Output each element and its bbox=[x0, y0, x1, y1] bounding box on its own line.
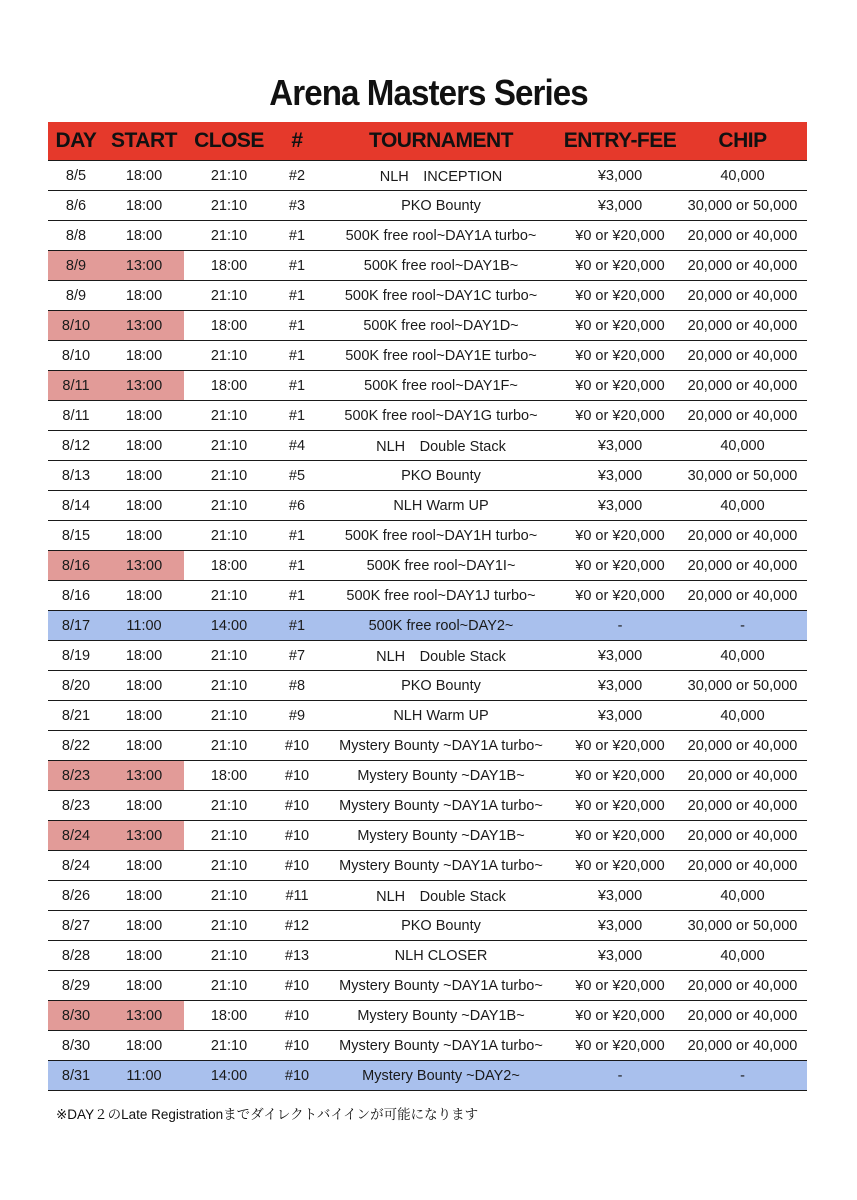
chip-cell: 20,000 or 40,000 bbox=[678, 791, 807, 821]
start-cell: 13:00 bbox=[104, 371, 184, 401]
tournament-cell: Mystery Bounty ~DAY1A turbo~ bbox=[320, 1031, 562, 1061]
day-cell: 8/14 bbox=[48, 491, 104, 521]
day-cell: 8/24 bbox=[48, 821, 104, 851]
tournament-cell: 500K free rool~DAY1I~ bbox=[320, 551, 562, 581]
chip-cell: 40,000 bbox=[678, 941, 807, 971]
schedule-body bbox=[48, 161, 807, 1091]
day-cell: 8/24 bbox=[48, 851, 104, 881]
day-cell: 8/26 bbox=[48, 881, 104, 911]
entry-fee-cell: ¥3,000 bbox=[562, 431, 678, 461]
chip-cell: 30,000 or 50,000 bbox=[678, 461, 807, 491]
tournament-cell: Mystery Bounty ~DAY1B~ bbox=[320, 821, 562, 851]
table-row bbox=[48, 221, 807, 251]
chip-cell: 20,000 or 40,000 bbox=[678, 401, 807, 431]
table-row bbox=[48, 311, 807, 341]
tournament-cell: NLH INCEPTION bbox=[320, 161, 562, 191]
chip-cell: 20,000 or 40,000 bbox=[678, 1001, 807, 1031]
entry-fee-cell: ¥0 or ¥20,000 bbox=[562, 311, 678, 341]
table-row bbox=[48, 971, 807, 1001]
start-cell: 18:00 bbox=[104, 281, 184, 311]
number-cell: #11 bbox=[274, 881, 320, 911]
start-cell: 13:00 bbox=[104, 761, 184, 791]
close-cell: 21:10 bbox=[184, 1031, 274, 1061]
tournament-cell: 500K free rool~DAY1A turbo~ bbox=[320, 221, 562, 251]
tournament-cell: Mystery Bounty ~DAY1B~ bbox=[320, 761, 562, 791]
start-cell: 18:00 bbox=[104, 401, 184, 431]
tournament-cell: Mystery Bounty ~DAY1A turbo~ bbox=[320, 731, 562, 761]
table-row bbox=[48, 1001, 807, 1031]
day-cell: 8/23 bbox=[48, 761, 104, 791]
tournament-cell: 500K free rool~DAY1G turbo~ bbox=[320, 401, 562, 431]
number-cell: #1 bbox=[274, 311, 320, 341]
close-cell: 21:10 bbox=[184, 911, 274, 941]
chip-cell: 40,000 bbox=[678, 641, 807, 671]
chip-cell: 20,000 or 40,000 bbox=[678, 311, 807, 341]
table-row bbox=[48, 1031, 807, 1061]
table-row bbox=[48, 1061, 807, 1091]
day-column-header: DAY bbox=[55, 129, 97, 152]
number-cell: #10 bbox=[274, 1001, 320, 1031]
chip-cell: 40,000 bbox=[678, 881, 807, 911]
entry-fee-cell: ¥3,000 bbox=[562, 461, 678, 491]
entry-fee-cell: ¥0 or ¥20,000 bbox=[562, 821, 678, 851]
close-cell: 18:00 bbox=[184, 551, 274, 581]
day-cell: 8/9 bbox=[48, 281, 104, 311]
table-row bbox=[48, 491, 807, 521]
start-cell: 18:00 bbox=[104, 431, 184, 461]
number-cell: #9 bbox=[274, 701, 320, 731]
entry-fee-cell: ¥0 or ¥20,000 bbox=[562, 401, 678, 431]
start-cell: 18:00 bbox=[104, 731, 184, 761]
table-row bbox=[48, 341, 807, 371]
chip-cell: 20,000 or 40,000 bbox=[678, 221, 807, 251]
close-cell: 21:10 bbox=[184, 521, 274, 551]
number-cell: #10 bbox=[274, 1031, 320, 1061]
number-cell: #2 bbox=[274, 161, 320, 191]
close-cell: 18:00 bbox=[184, 761, 274, 791]
number-cell: #1 bbox=[274, 371, 320, 401]
number-cell: #7 bbox=[274, 641, 320, 671]
tournament-cell: NLH Double Stack bbox=[320, 431, 562, 461]
chip-cell: 30,000 or 50,000 bbox=[678, 191, 807, 221]
tournament-cell: Mystery Bounty ~DAY2~ bbox=[320, 1061, 562, 1091]
start-cell: 18:00 bbox=[104, 341, 184, 371]
number-cell: #6 bbox=[274, 491, 320, 521]
entry-fee-cell: ¥0 or ¥20,000 bbox=[562, 731, 678, 761]
close-cell: 18:00 bbox=[184, 251, 274, 281]
start-cell: 18:00 bbox=[104, 641, 184, 671]
entry-fee-cell: ¥0 or ¥20,000 bbox=[562, 851, 678, 881]
entry-fee-cell: ¥0 or ¥20,000 bbox=[562, 1001, 678, 1031]
page-title: Arena Masters Series bbox=[269, 72, 588, 113]
table-row bbox=[48, 941, 807, 971]
close-cell: 21:10 bbox=[184, 431, 274, 461]
chip-cell: 20,000 or 40,000 bbox=[678, 521, 807, 551]
number-cell: #3 bbox=[274, 191, 320, 221]
chip-cell: 20,000 or 40,000 bbox=[678, 1031, 807, 1061]
table-row bbox=[48, 851, 807, 881]
tournament-cell: 500K free rool~DAY1C turbo~ bbox=[320, 281, 562, 311]
number-cell: #1 bbox=[274, 221, 320, 251]
number-cell: #10 bbox=[274, 971, 320, 1001]
table-row bbox=[48, 641, 807, 671]
table-row bbox=[48, 521, 807, 551]
day-cell: 8/16 bbox=[48, 581, 104, 611]
table-row bbox=[48, 461, 807, 491]
chip-cell: 20,000 or 40,000 bbox=[678, 971, 807, 1001]
chip-cell: 20,000 or 40,000 bbox=[678, 731, 807, 761]
entry-fee-cell: ¥0 or ¥20,000 bbox=[562, 221, 678, 251]
schedule-table bbox=[48, 122, 807, 1091]
start-cell: 18:00 bbox=[104, 161, 184, 191]
number-cell: #10 bbox=[274, 1061, 320, 1091]
start-cell: 18:00 bbox=[104, 521, 184, 551]
entry-fee-cell: ¥0 or ¥20,000 bbox=[562, 581, 678, 611]
table-row bbox=[48, 251, 807, 281]
close-cell: 21:10 bbox=[184, 161, 274, 191]
close-cell: 21:10 bbox=[184, 941, 274, 971]
chip-column-header: CHIP bbox=[718, 129, 767, 152]
close-cell: 21:10 bbox=[184, 821, 274, 851]
entry-fee-cell: ¥3,000 bbox=[562, 701, 678, 731]
start-cell: 13:00 bbox=[104, 311, 184, 341]
start-cell: 18:00 bbox=[104, 881, 184, 911]
start-cell: 13:00 bbox=[104, 821, 184, 851]
tournament-cell: NLH Warm UP bbox=[320, 701, 562, 731]
late-registration-note: ※DAY２のLate Registrationまでダイレクトバイインが可能になります bbox=[56, 1107, 479, 1122]
chip-cell: 20,000 or 40,000 bbox=[678, 761, 807, 791]
tournament-cell: 500K free rool~DAY1H turbo~ bbox=[320, 521, 562, 551]
start-cell: 18:00 bbox=[104, 1031, 184, 1061]
table-row bbox=[48, 191, 807, 221]
close-cell: 14:00 bbox=[184, 611, 274, 641]
close-cell: 21:10 bbox=[184, 971, 274, 1001]
start-cell: 11:00 bbox=[104, 1061, 184, 1091]
chip-cell: 20,000 or 40,000 bbox=[678, 251, 807, 281]
entry-fee-cell: ¥3,000 bbox=[562, 491, 678, 521]
day-cell: 8/12 bbox=[48, 431, 104, 461]
number-cell: #10 bbox=[274, 791, 320, 821]
close-cell: 21:10 bbox=[184, 221, 274, 251]
table-row bbox=[48, 611, 807, 641]
day-cell: 8/31 bbox=[48, 1061, 104, 1091]
entry-fee-cell: ¥0 or ¥20,000 bbox=[562, 521, 678, 551]
tournament-cell: Mystery Bounty ~DAY1A turbo~ bbox=[320, 971, 562, 1001]
number-cell: #10 bbox=[274, 731, 320, 761]
close-cell: 21:10 bbox=[184, 281, 274, 311]
day-cell: 8/11 bbox=[48, 401, 104, 431]
header-row bbox=[48, 122, 807, 161]
chip-cell: 40,000 bbox=[678, 701, 807, 731]
start-cell: 18:00 bbox=[104, 191, 184, 221]
start-cell: 18:00 bbox=[104, 221, 184, 251]
close-cell: 18:00 bbox=[184, 1001, 274, 1031]
day-cell: 8/20 bbox=[48, 671, 104, 701]
day-cell: 8/19 bbox=[48, 641, 104, 671]
entry-fee-cell: ¥0 or ¥20,000 bbox=[562, 281, 678, 311]
close-cell: 21:10 bbox=[184, 851, 274, 881]
close-cell: 21:10 bbox=[184, 731, 274, 761]
chip-cell: 20,000 or 40,000 bbox=[678, 821, 807, 851]
tournament-cell: PKO Bounty bbox=[320, 671, 562, 701]
chip-cell: 30,000 or 50,000 bbox=[678, 911, 807, 941]
day-cell: 8/10 bbox=[48, 341, 104, 371]
close-cell: 21:10 bbox=[184, 341, 274, 371]
start-cell: 18:00 bbox=[104, 971, 184, 1001]
chip-cell: 20,000 or 40,000 bbox=[678, 851, 807, 881]
day-cell: 8/29 bbox=[48, 971, 104, 1001]
tournament-cell: Mystery Bounty ~DAY1A turbo~ bbox=[320, 851, 562, 881]
number-cell: #1 bbox=[274, 251, 320, 281]
number-column-header: # bbox=[291, 129, 303, 152]
entry-fee-cell: ¥0 or ¥20,000 bbox=[562, 971, 678, 1001]
entry-fee-cell: - bbox=[562, 1061, 678, 1091]
close-cell: 21:10 bbox=[184, 191, 274, 221]
start-cell: 18:00 bbox=[104, 461, 184, 491]
number-cell: #1 bbox=[274, 401, 320, 431]
number-cell: #8 bbox=[274, 671, 320, 701]
close-cell: 18:00 bbox=[184, 371, 274, 401]
close-cell: 21:10 bbox=[184, 881, 274, 911]
day-cell: 8/15 bbox=[48, 521, 104, 551]
tournament-cell: PKO Bounty bbox=[320, 191, 562, 221]
entry-fee-cell: ¥3,000 bbox=[562, 881, 678, 911]
table-row bbox=[48, 431, 807, 461]
tournament-cell: Mystery Bounty ~DAY1A turbo~ bbox=[320, 791, 562, 821]
entry-fee-cell: ¥0 or ¥20,000 bbox=[562, 371, 678, 401]
start-cell: 18:00 bbox=[104, 491, 184, 521]
tournament-cell: 500K free rool~DAY1J turbo~ bbox=[320, 581, 562, 611]
number-cell: #1 bbox=[274, 281, 320, 311]
entry-fee-cell: ¥3,000 bbox=[562, 161, 678, 191]
entry-fee-cell: ¥3,000 bbox=[562, 641, 678, 671]
number-cell: #10 bbox=[274, 761, 320, 791]
day-cell: 8/9 bbox=[48, 251, 104, 281]
chip-cell: 40,000 bbox=[678, 491, 807, 521]
chip-cell: - bbox=[678, 611, 807, 641]
table-row bbox=[48, 911, 807, 941]
entry-fee-cell: ¥3,000 bbox=[562, 941, 678, 971]
day-cell: 8/16 bbox=[48, 551, 104, 581]
number-cell: #1 bbox=[274, 341, 320, 371]
day-cell: 8/6 bbox=[48, 191, 104, 221]
table-row bbox=[48, 671, 807, 701]
entry-fee-cell: - bbox=[562, 611, 678, 641]
number-cell: #1 bbox=[274, 551, 320, 581]
entry-fee-cell: ¥0 or ¥20,000 bbox=[562, 551, 678, 581]
day-cell: 8/23 bbox=[48, 791, 104, 821]
close-cell: 18:00 bbox=[184, 311, 274, 341]
close-cell: 21:10 bbox=[184, 791, 274, 821]
start-column-header: START bbox=[111, 129, 177, 152]
day-cell: 8/17 bbox=[48, 611, 104, 641]
day-cell: 8/27 bbox=[48, 911, 104, 941]
close-cell: 14:00 bbox=[184, 1061, 274, 1091]
tournament-cell: 500K free rool~DAY1E turbo~ bbox=[320, 341, 562, 371]
entry-fee-column-header: ENTRY-FEE bbox=[563, 129, 677, 152]
start-cell: 13:00 bbox=[104, 1001, 184, 1031]
entry-fee-cell: ¥3,000 bbox=[562, 911, 678, 941]
chip-cell: 30,000 or 50,000 bbox=[678, 671, 807, 701]
tournament-cell: 500K free rool~DAY1F~ bbox=[320, 371, 562, 401]
chip-cell: 20,000 or 40,000 bbox=[678, 281, 807, 311]
number-cell: #1 bbox=[274, 521, 320, 551]
table-row bbox=[48, 281, 807, 311]
tournament-cell: Mystery Bounty ~DAY1B~ bbox=[320, 1001, 562, 1031]
day-cell: 8/30 bbox=[48, 1031, 104, 1061]
chip-cell: 20,000 or 40,000 bbox=[678, 581, 807, 611]
start-cell: 18:00 bbox=[104, 851, 184, 881]
tournament-cell: 500K free rool~DAY1D~ bbox=[320, 311, 562, 341]
table-row bbox=[48, 731, 807, 761]
tournament-cell: 500K free rool~DAY1B~ bbox=[320, 251, 562, 281]
start-cell: 11:00 bbox=[104, 611, 184, 641]
tournament-cell: 500K free rool~DAY2~ bbox=[320, 611, 562, 641]
entry-fee-cell: ¥3,000 bbox=[562, 191, 678, 221]
day-cell: 8/30 bbox=[48, 1001, 104, 1031]
table-row bbox=[48, 701, 807, 731]
number-cell: #1 bbox=[274, 581, 320, 611]
chip-cell: 40,000 bbox=[678, 161, 807, 191]
start-cell: 18:00 bbox=[104, 941, 184, 971]
day-cell: 8/21 bbox=[48, 701, 104, 731]
table-row bbox=[48, 401, 807, 431]
table-row bbox=[48, 791, 807, 821]
start-cell: 18:00 bbox=[104, 671, 184, 701]
entry-fee-cell: ¥3,000 bbox=[562, 671, 678, 701]
number-cell: #10 bbox=[274, 851, 320, 881]
start-cell: 18:00 bbox=[104, 701, 184, 731]
tournament-cell: NLH CLOSER bbox=[320, 941, 562, 971]
close-cell: 21:10 bbox=[184, 641, 274, 671]
tournament-cell: NLH Double Stack bbox=[320, 641, 562, 671]
tournament-cell: NLH Double Stack bbox=[320, 881, 562, 911]
day-cell: 8/28 bbox=[48, 941, 104, 971]
table-row bbox=[48, 161, 807, 191]
close-cell: 21:10 bbox=[184, 581, 274, 611]
day-cell: 8/22 bbox=[48, 731, 104, 761]
number-cell: #12 bbox=[274, 911, 320, 941]
close-cell: 21:10 bbox=[184, 701, 274, 731]
entry-fee-cell: ¥0 or ¥20,000 bbox=[562, 251, 678, 281]
day-cell: 8/11 bbox=[48, 371, 104, 401]
chip-cell: 20,000 or 40,000 bbox=[678, 371, 807, 401]
close-cell: 21:10 bbox=[184, 671, 274, 701]
day-cell: 8/10 bbox=[48, 311, 104, 341]
table-row bbox=[48, 761, 807, 791]
tournament-cell: NLH Warm UP bbox=[320, 491, 562, 521]
entry-fee-cell: ¥0 or ¥20,000 bbox=[562, 1031, 678, 1061]
start-cell: 13:00 bbox=[104, 251, 184, 281]
start-cell: 18:00 bbox=[104, 911, 184, 941]
chip-cell: 20,000 or 40,000 bbox=[678, 341, 807, 371]
day-cell: 8/5 bbox=[48, 161, 104, 191]
number-cell: #5 bbox=[274, 461, 320, 491]
close-column-header: CLOSE bbox=[194, 129, 264, 152]
tournament-cell: PKO Bounty bbox=[320, 461, 562, 491]
chip-cell: 40,000 bbox=[678, 431, 807, 461]
number-cell: #10 bbox=[274, 821, 320, 851]
tournament-cell: PKO Bounty bbox=[320, 911, 562, 941]
table-row bbox=[48, 581, 807, 611]
close-cell: 21:10 bbox=[184, 401, 274, 431]
number-cell: #1 bbox=[274, 611, 320, 641]
start-cell: 18:00 bbox=[104, 791, 184, 821]
table-row bbox=[48, 881, 807, 911]
close-cell: 21:10 bbox=[184, 491, 274, 521]
day-cell: 8/13 bbox=[48, 461, 104, 491]
number-cell: #13 bbox=[274, 941, 320, 971]
start-cell: 18:00 bbox=[104, 581, 184, 611]
table-row bbox=[48, 551, 807, 581]
entry-fee-cell: ¥0 or ¥20,000 bbox=[562, 761, 678, 791]
chip-cell: - bbox=[678, 1061, 807, 1091]
close-cell: 21:10 bbox=[184, 461, 274, 491]
chip-cell: 20,000 or 40,000 bbox=[678, 551, 807, 581]
day-cell: 8/8 bbox=[48, 221, 104, 251]
number-cell: #4 bbox=[274, 431, 320, 461]
entry-fee-cell: ¥0 or ¥20,000 bbox=[562, 341, 678, 371]
tournament-column-header: TOURNAMENT bbox=[369, 129, 513, 152]
entry-fee-cell: ¥0 or ¥20,000 bbox=[562, 791, 678, 821]
table-row bbox=[48, 821, 807, 851]
table-row bbox=[48, 371, 807, 401]
start-cell: 13:00 bbox=[104, 551, 184, 581]
